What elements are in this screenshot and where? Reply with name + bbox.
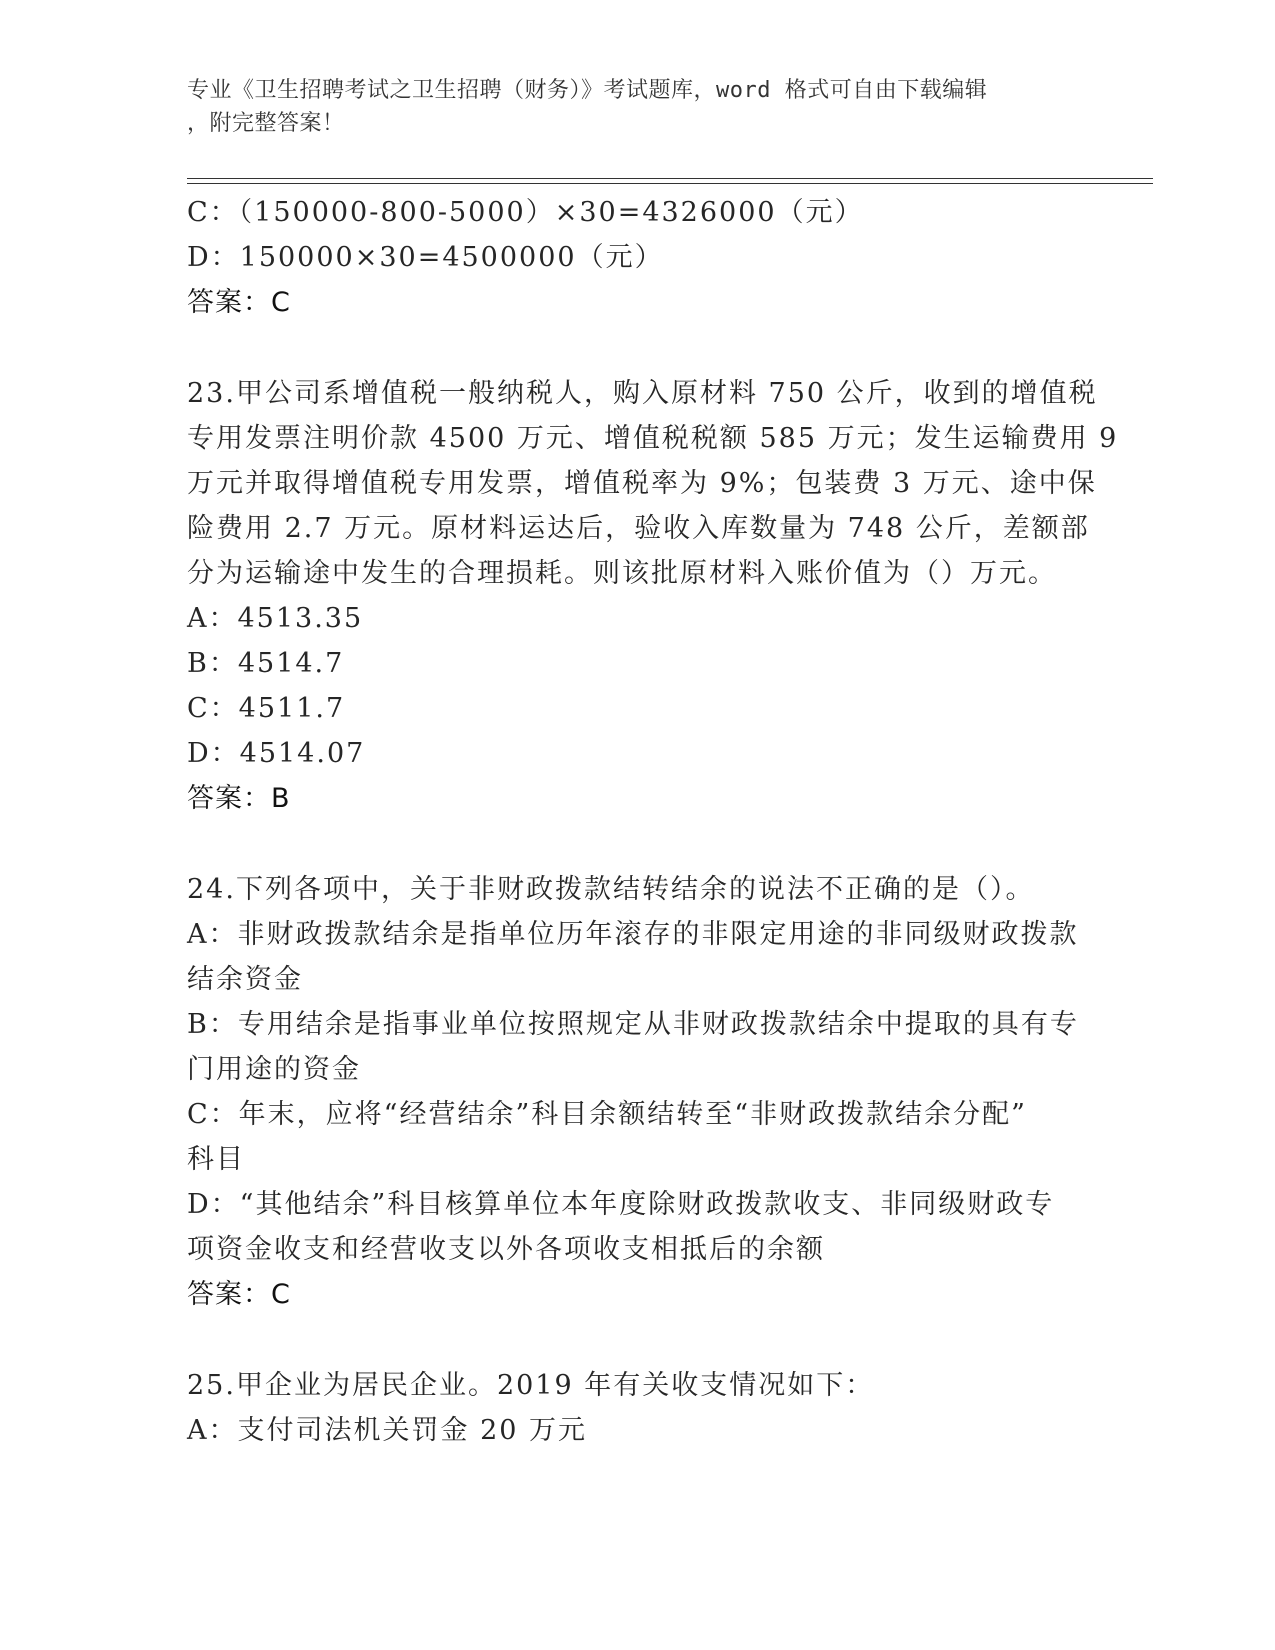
question-stem-line: 万元并取得增值税专用发票，增值税率为 9%；包装费 3 万元、途中保 [187, 468, 1097, 499]
option-b-continued: 门用途的资金 [187, 1054, 361, 1085]
option-d: D：“其他结余”科目核算单位本年度除财政拨款收支、非同级财政专 [187, 1189, 1055, 1220]
document-body [187, 190, 1119, 1453]
option-d: D：4514.07 [187, 738, 366, 769]
question-23 [187, 371, 1119, 821]
option-c: C：年末，应将“经营结余”科目余额结转至“非财政拨款结余分配” [187, 1099, 1027, 1130]
spacer [187, 325, 1087, 371]
header-line-1: 专业《卫生招聘考试之卫生招聘（财务）》考试题库，word 格式可自由下载编辑 [187, 78, 988, 103]
question-stem-line: 专用发票注明价款 4500 万元、增值税税额 585 万元；发生运输费用 9 [187, 423, 1119, 454]
option-b: B：专用结余是指事业单位按照规定从非财政拨款结余中提取的具有专 [187, 1009, 1079, 1040]
question-25 [187, 1363, 1087, 1453]
option-c-continued: 科目 [187, 1144, 245, 1175]
header-divider-bottom [187, 183, 1153, 184]
question-22-tail [187, 190, 1087, 325]
option-c: C：（150000-800-5000）×30=4326000（元） [187, 197, 864, 228]
header-divider-top [187, 178, 1153, 179]
spacer [187, 1317, 1087, 1363]
option-d-continued: 项资金收支和经营收支以外各项收支相抵后的余额 [187, 1234, 825, 1265]
option-d: D：150000×30=4500000（元） [187, 242, 664, 273]
option-b: B：4514.7 [187, 648, 345, 679]
answer: 答案：C [187, 287, 291, 318]
answer: 答案：C [187, 1279, 291, 1310]
question-24 [187, 867, 1087, 1317]
option-a: A：支付司法机关罚金 20 万元 [187, 1415, 588, 1446]
option-a-continued: 结余资金 [187, 964, 303, 995]
question-stem-line: 险费用 2.7 万元。原材料运达后，验收入库数量为 748 公斤，差额部 [187, 513, 1090, 544]
spacer [187, 821, 1087, 867]
option-c: C：4511.7 [187, 693, 346, 724]
question-stem: 25.甲企业为居民企业。2019 年有关收支情况如下： [187, 1370, 875, 1401]
option-a: A：4513.35 [187, 603, 364, 634]
question-stem-line: 23.甲公司系增值税一般纳税人，购入原材料 750 公斤，收到的增值税 [187, 378, 1098, 409]
answer: 答案：B [187, 783, 291, 814]
page-header [187, 74, 1067, 140]
question-stem: 24.下列各项中，关于非财政拨款结转结余的说法不正确的是（）。 [187, 874, 1035, 905]
header-line-2: ，附完整答案！ [187, 111, 345, 136]
question-stem-line: 分为运输途中发生的合理损耗。则该批原材料入账价值为（）万元。 [187, 558, 1057, 589]
option-a: A：非财政拨款结余是指单位历年滚存的非限定用途的非同级财政拨款 [187, 919, 1079, 950]
